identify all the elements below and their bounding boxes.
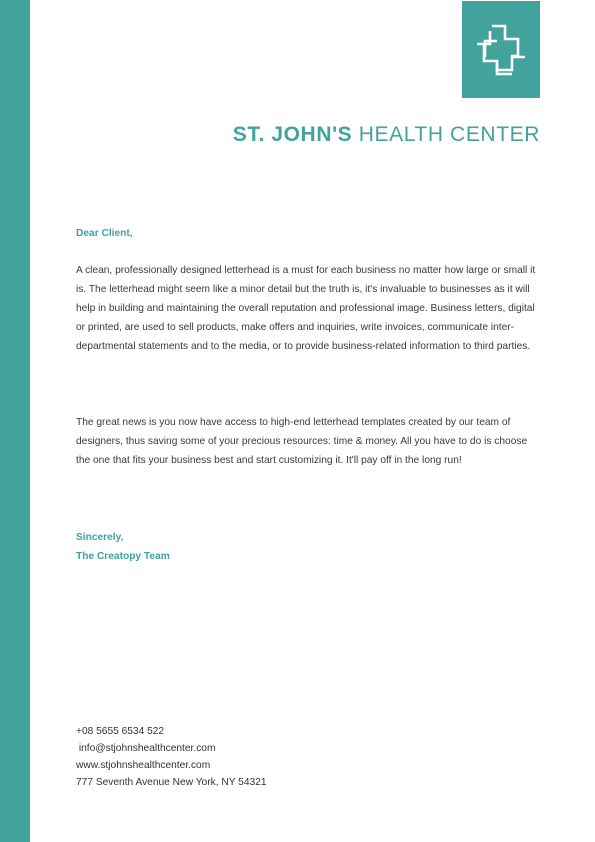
organization-name-bold: ST. JOHN'S [232,123,353,146]
logo [462,1,540,98]
contact-block [76,723,267,791]
contact-website: www.stjohnshealthcenter.com [76,760,211,771]
letter-paragraph-2: The great news is you now have access to high-end letterhead templates created by our team of designers, thus saving some of your precious resources: time & money. All you have to do is choose the one that fits your business best and start customizing it. It'll pay off in the long run! [76,417,528,466]
letter-greeting: Dear Client, [76,228,133,239]
organization-name [233,123,540,147]
medical-cross-icon [475,24,527,76]
letter-closing [76,528,538,566]
contact-address: 777 Seventh Avenue New York, NY 54321 [76,777,267,788]
contact-phone: +08 5655 6534 522 [76,726,165,737]
contact-email: info@stjohnshealthcenter.com [76,743,216,754]
letter-paragraph-1: A clean, professionally designed letterhead is a must for each business no matter how large or small it is. The letterhead might seem like a minor detail but the truth is, it's invaluable to businesses as it will help in building and maintaining the overall reputation and professional image. Business letters, digital or printed, are used to sell products, make offers and inquiries, write invoices, communicate inter-departmental statements and to the media, or to provide business-related information to third parties. [76,265,536,352]
organization-name-light: HEALTH CENTER [358,123,540,146]
side-accent-bar [0,0,30,842]
signature: The Creatopy Team [76,551,170,562]
closing-salutation: Sincerely, [76,532,124,543]
